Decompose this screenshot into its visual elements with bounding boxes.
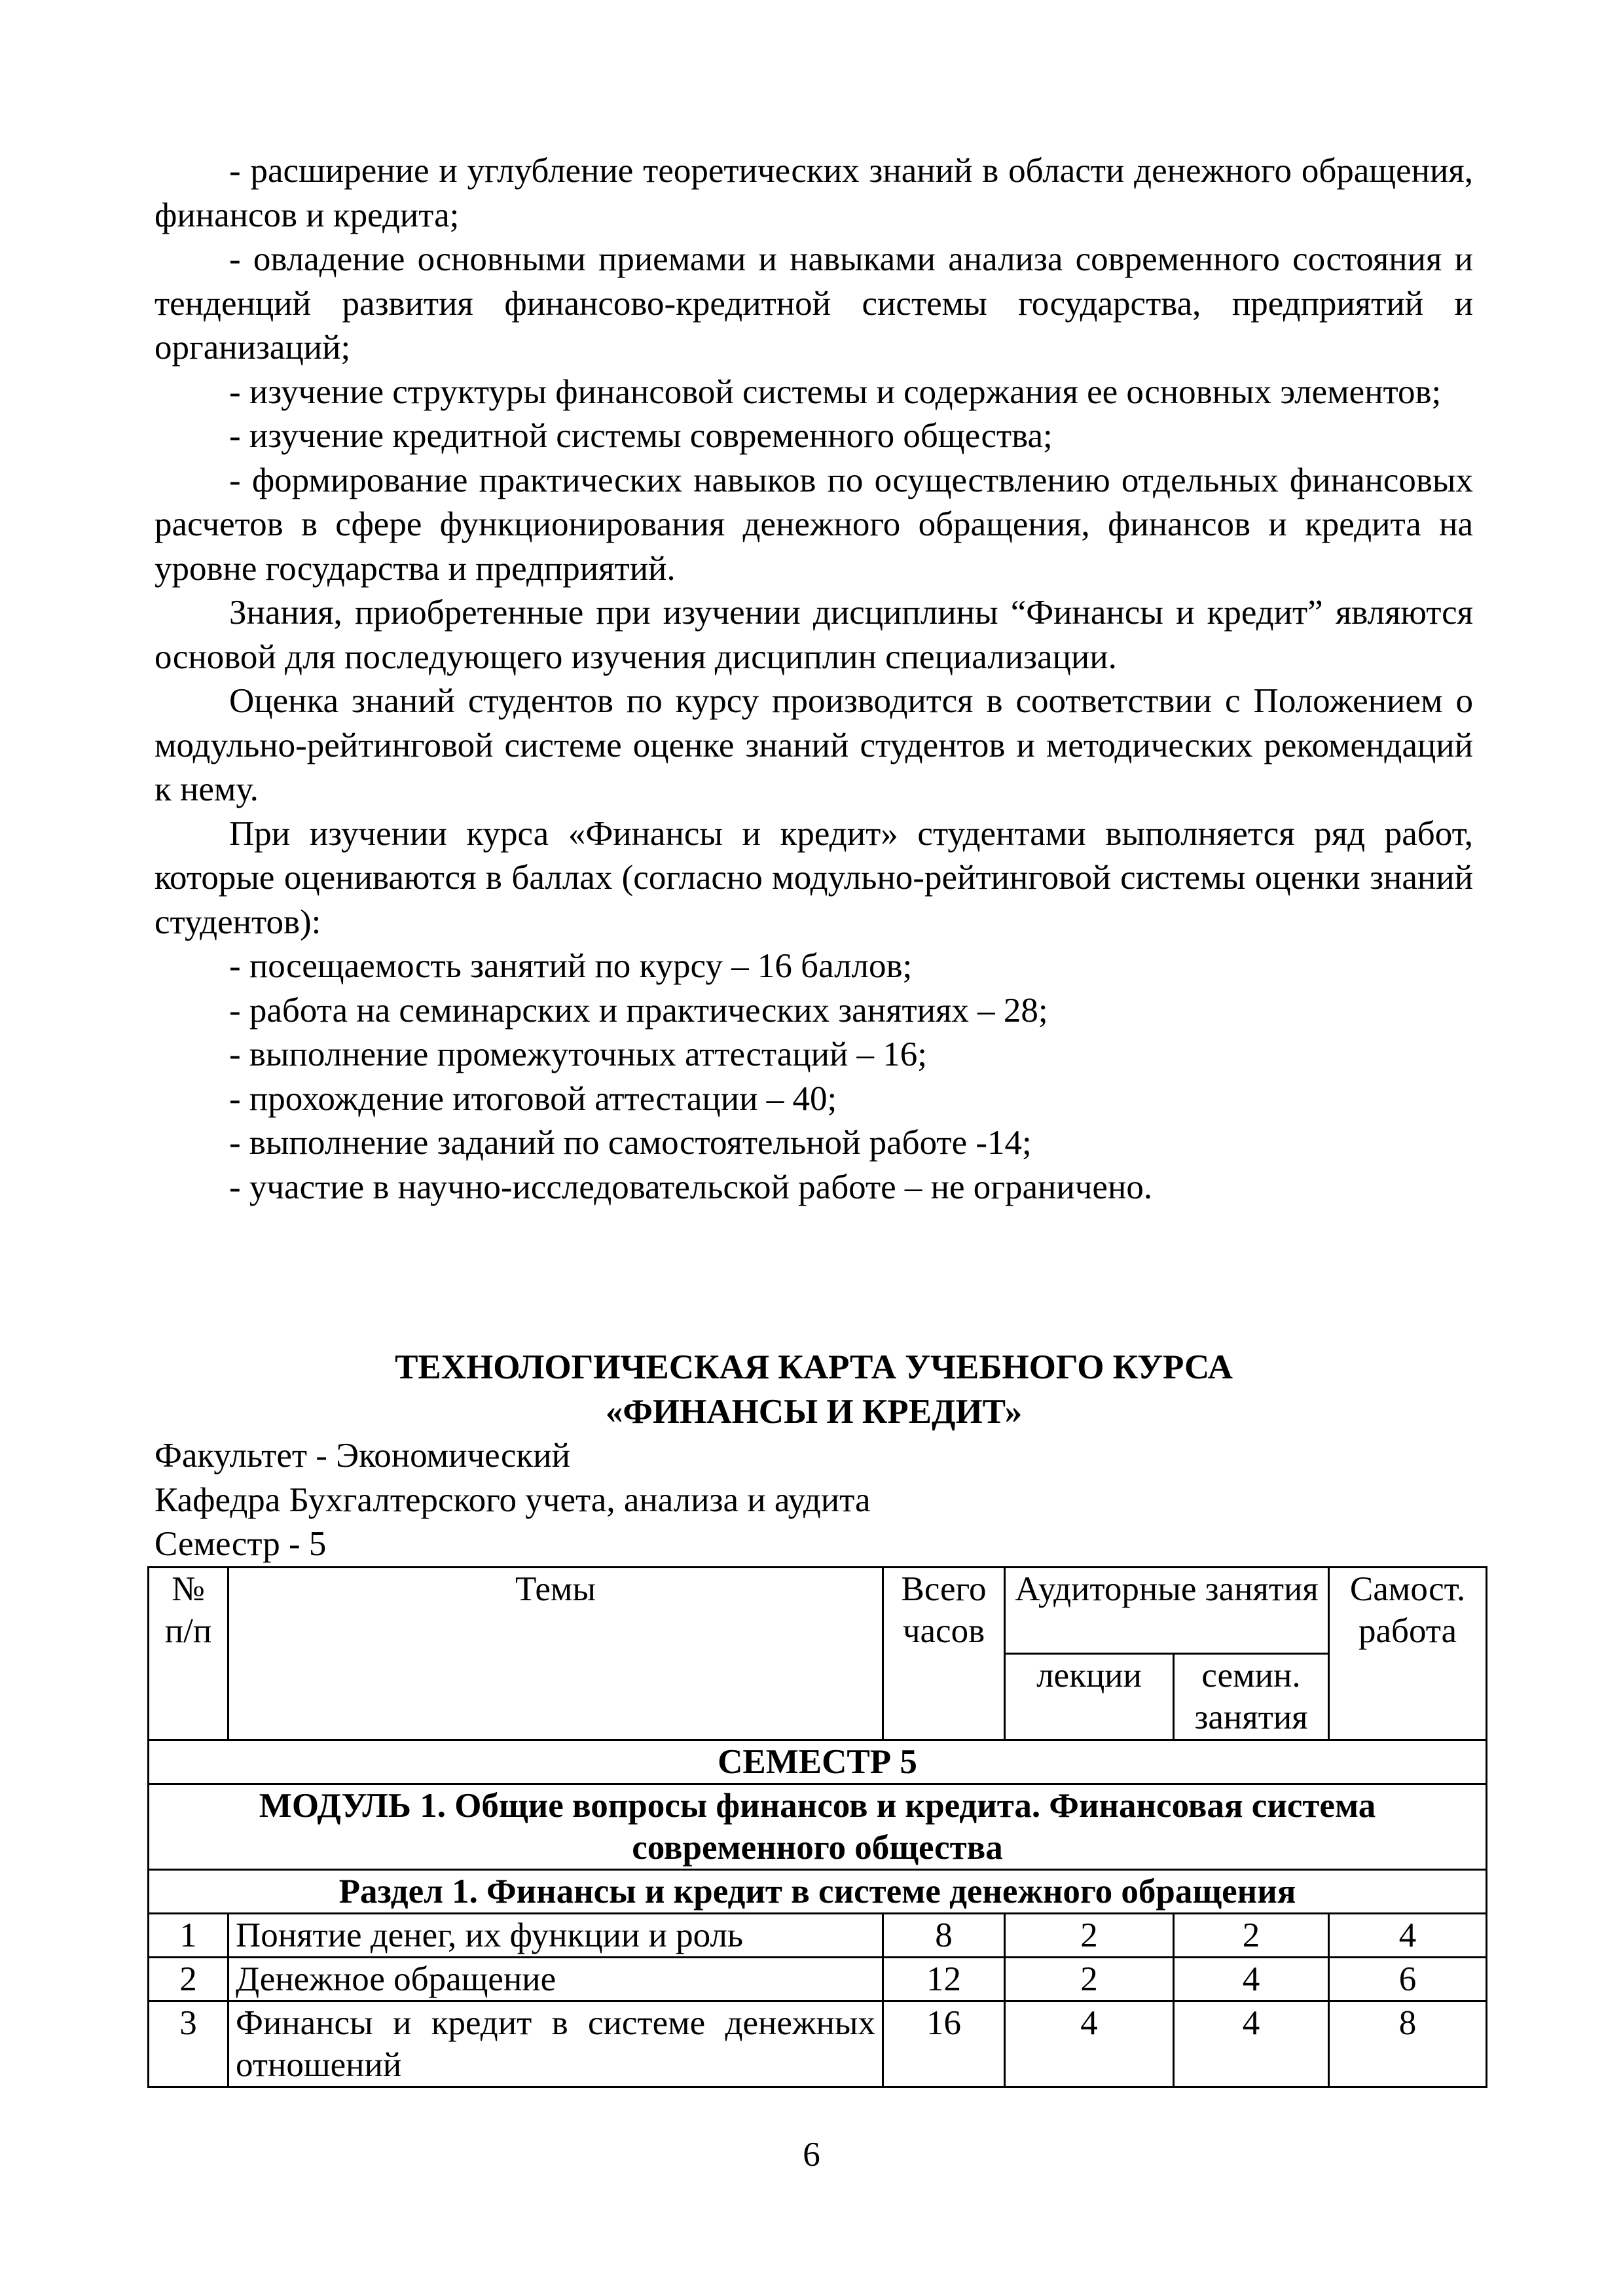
module-row [149, 1784, 1487, 1870]
section-title-line1: ТЕХНОЛОГИЧЕСКАЯ КАРТА УЧЕБНОГО КУРСА [395, 1348, 1233, 1386]
knowledge-paragraph: Знания, приобретенные при изучении дисциплины “Финансы и кредит” являются основой для последующего изучения дисциплин специализации. [155, 594, 1473, 676]
row-seminars: 4 [1174, 2001, 1329, 2087]
row-total: 12 [883, 1958, 1005, 2001]
score-item: - посещаемость занятий по курсу – 16 баллов; [229, 947, 913, 985]
page-number: 6 [803, 2136, 820, 2174]
row-lectures: 2 [1005, 1914, 1174, 1958]
score-item: - выполнение заданий по самостоятельной работе -14; [229, 1124, 1032, 1162]
header-auditorium: Аудиторные занятия [1005, 1568, 1329, 1654]
department-line: Кафедра Бухгалтерского учета, анализа и аудита [155, 1481, 871, 1519]
course-map-table [147, 1566, 1487, 2088]
table-row [149, 1914, 1487, 1958]
score-item: - выполнение промежуточных аттестаций – 16; [229, 1035, 928, 1073]
semester-row [149, 1740, 1487, 1784]
row-num: 1 [149, 1914, 228, 1958]
row-num: 2 [149, 1958, 228, 2001]
table-header-row [149, 1568, 1487, 1654]
row-topic: Понятие денег, их функции и роль [228, 1914, 883, 1958]
row-seminars: 2 [1174, 1914, 1329, 1958]
score-item: - работа на семинарских и практических занятиях – 28; [229, 991, 1048, 1030]
header-total-hours: Всего часов [883, 1568, 1005, 1740]
section-title-line2: «ФИНАНСЫ И КРЕДИТ» [605, 1393, 1023, 1431]
row-total: 16 [883, 2001, 1005, 2087]
row-seminars: 4 [1174, 1958, 1329, 2001]
row-lectures: 4 [1005, 2001, 1174, 2087]
score-item: - участие в научно-исследовательской работе – не ограничено. [229, 1168, 1153, 1206]
table-row [149, 2001, 1487, 2087]
goal-item: - изучение кредитной системы современного общества; [229, 417, 1053, 455]
row-self: 4 [1329, 1914, 1487, 1958]
assessment-paragraph: Оценка знаний студентов по курсу производится в соответствии с Положением о модульно-рейтинговой системе оценке знаний студентов и методических рекомендаций к нему. [155, 682, 1473, 808]
row-total: 8 [883, 1914, 1005, 1958]
body-text [155, 149, 1473, 1210]
row-lectures: 2 [1005, 1958, 1174, 2001]
section-cell: Раздел 1. Финансы и кредит в системе денежного обращения [149, 1870, 1487, 1914]
row-topic: Финансы и кредит в системе денежных отношений [228, 2001, 883, 2087]
semester-line: Семестр - 5 [155, 1525, 327, 1563]
row-self: 8 [1329, 2001, 1487, 2087]
score-item: - прохождение итоговой аттестации – 40; [229, 1079, 837, 1118]
faculty-line: Факультет - Экономический [155, 1437, 570, 1475]
header-num: № п/п [149, 1568, 228, 1740]
goal-item: - овладение основными приемами и навыками анализа современного состояния и тенденций развития финансово-кредитной системы государства, предприятий и организаций; [155, 240, 1473, 367]
row-topic: Денежное обращение [228, 1958, 883, 2001]
module-cell: МОДУЛЬ 1. Общие вопросы финансов и кредита. Финансовая система современного общества [149, 1784, 1487, 1870]
header-topics: Темы [228, 1568, 883, 1740]
header-seminars: семин. занятия [1174, 1654, 1329, 1740]
works-paragraph: При изучении курса «Финансы и кредит» студентами выполняется ряд работ, которые оцениваются в баллах (согласно модульно-рейтинговой системы оценки знаний студентов): [155, 814, 1473, 941]
header-self-work: Самост. работа [1329, 1568, 1487, 1740]
table-row [149, 1958, 1487, 2001]
row-self: 6 [1329, 1958, 1487, 2001]
goal-item: - расширение и углубление теоретических знаний в области денежного обращения, финансов и кредита; [155, 152, 1473, 234]
header-lectures: лекции [1005, 1654, 1174, 1740]
goal-item: - изучение структуры финансовой системы и содержания ее основных элементов; [229, 372, 1442, 411]
semester-cell: СЕМЕСТР 5 [149, 1740, 1487, 1784]
goal-item: - формирование практических навыков по осуществлению отдельных финансовых расчетов в сфере функционирования денежного обращения, финансов и кредита на уровне государства и предприятий. [155, 461, 1473, 588]
section-row [149, 1870, 1487, 1914]
row-num: 3 [149, 2001, 228, 2087]
